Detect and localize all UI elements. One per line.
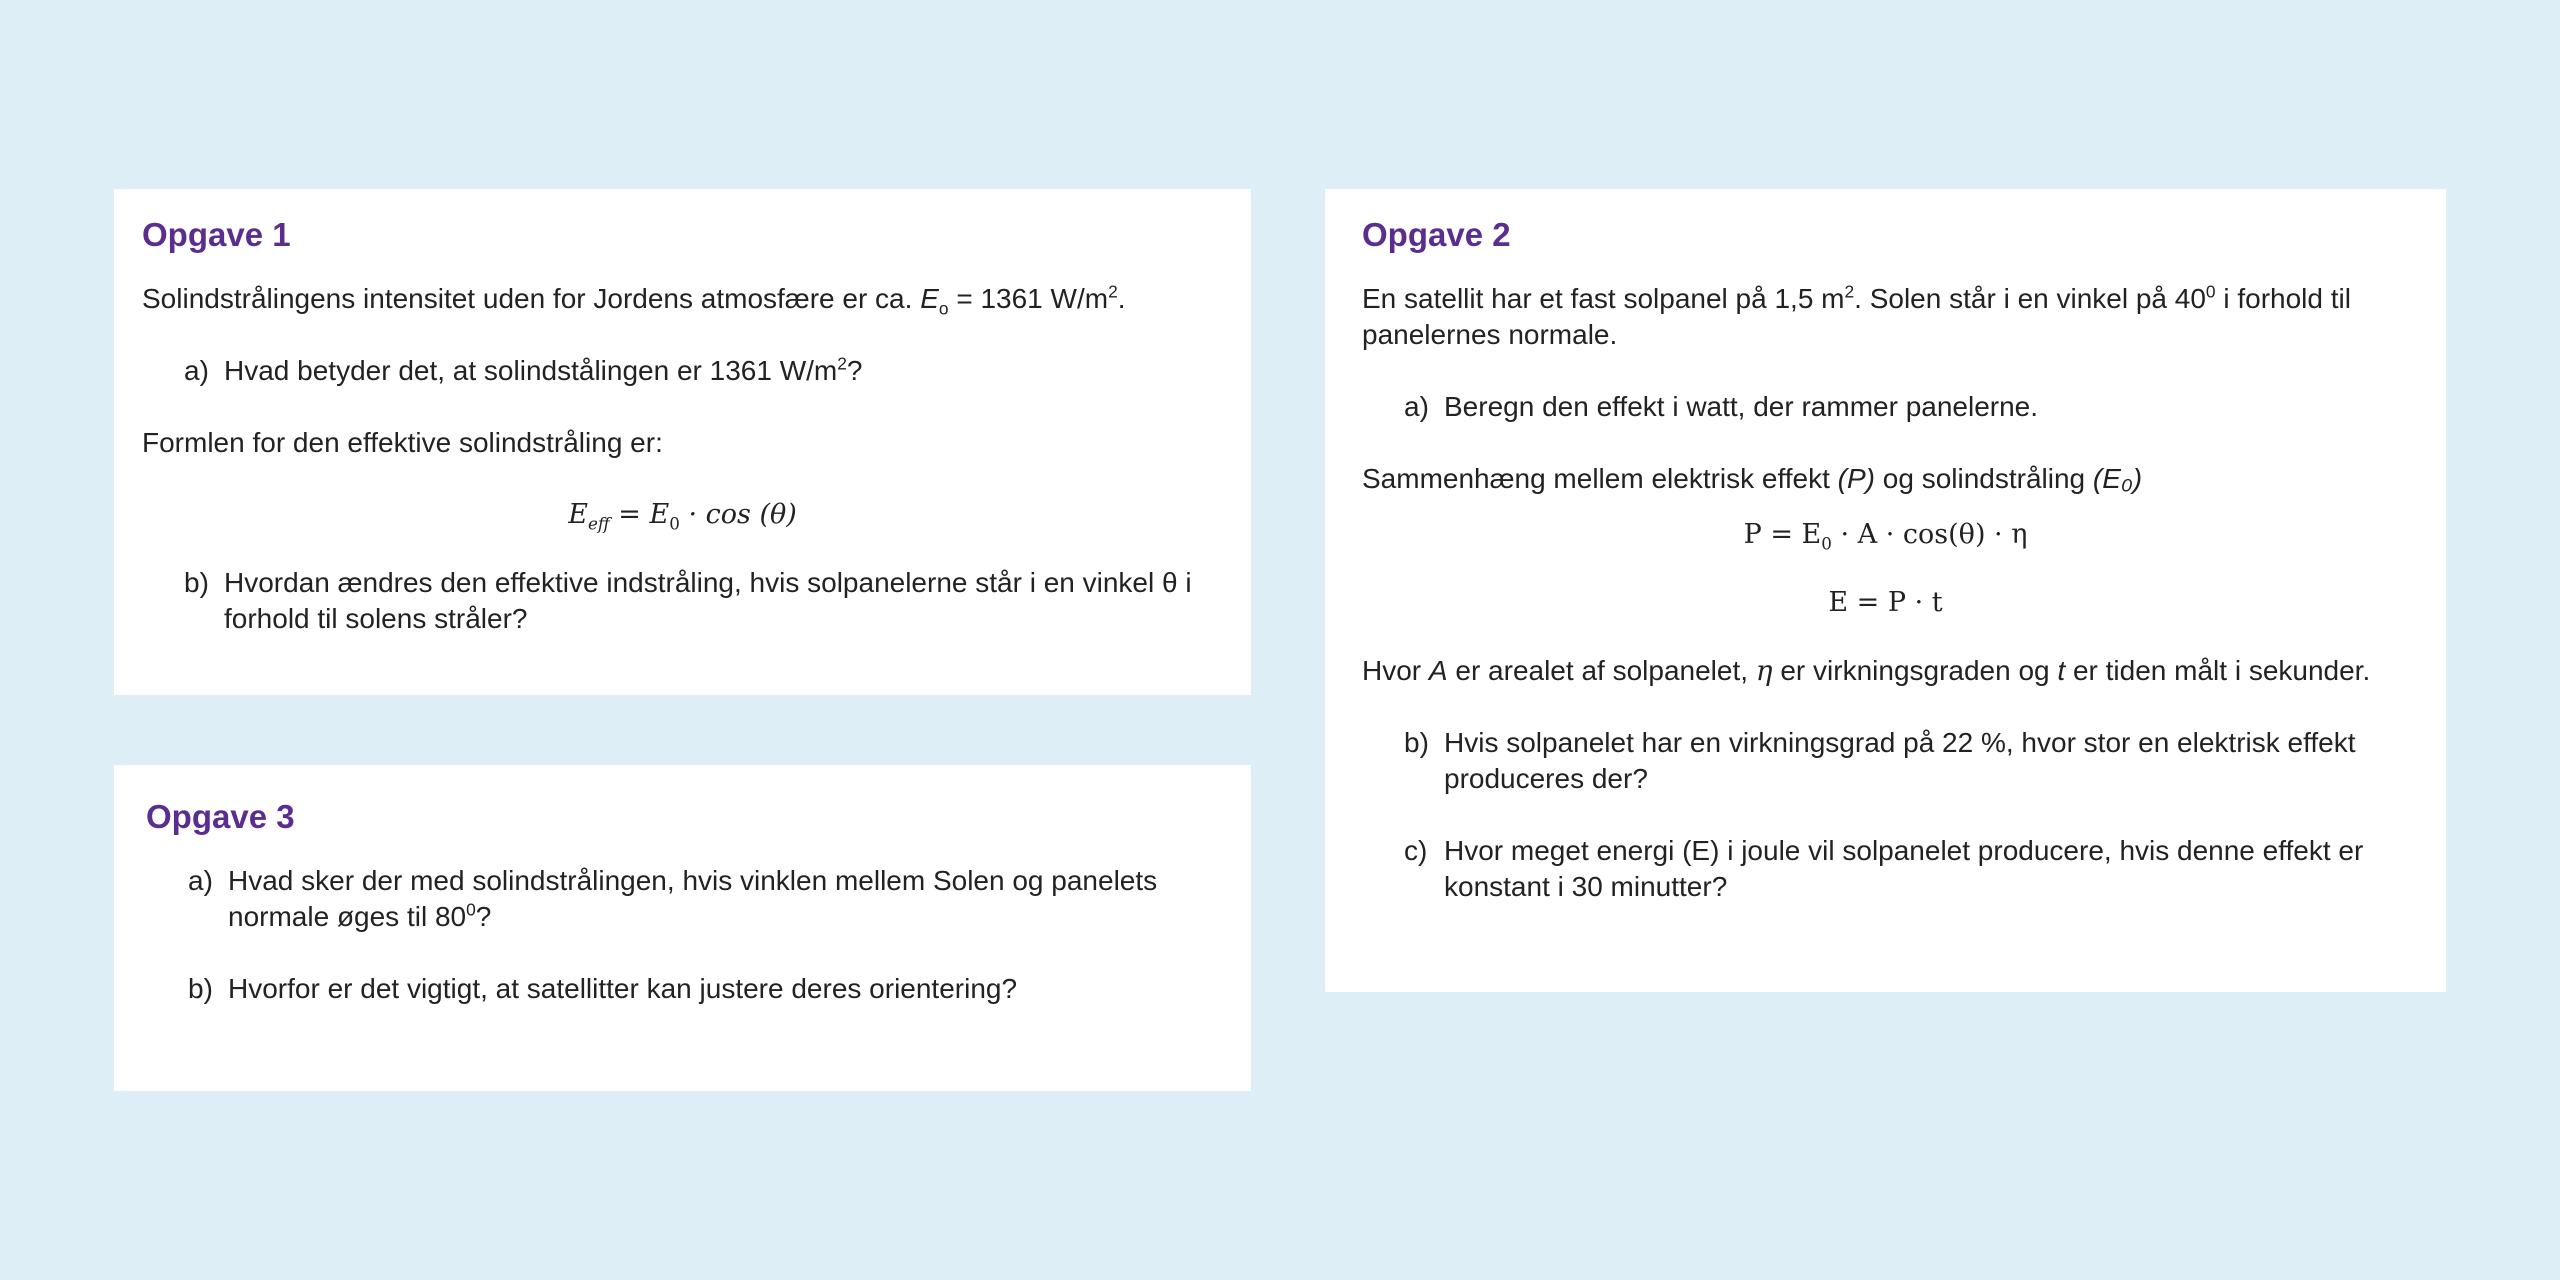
question-text: Hvor meget energi (E) i joule vil solpanelet producere, hvis denne effekt er konstant i 30 minutter? bbox=[1444, 834, 2364, 902]
definitions-text bbox=[1362, 653, 2409, 689]
opgave-2-items-a bbox=[1404, 389, 2409, 425]
question-label: b) bbox=[1404, 726, 1429, 758]
question-2b bbox=[1404, 725, 2409, 797]
relation-p: (P) bbox=[1837, 462, 1875, 494]
question-1a bbox=[184, 353, 1223, 389]
question-text-main: Hvad betyder det, at solindstålingen er 1361 W/m bbox=[224, 354, 838, 386]
opgave-2-card bbox=[1325, 189, 2446, 992]
question-text: Hvorfor er det vigtigt, at satellitter kan justere deres orientering? bbox=[228, 972, 1018, 1004]
question-2a bbox=[1404, 389, 2409, 425]
question-text: Hvis solpanelet har en virkningsgrad på 22 %, hvor stor en elektrisk effekt produceres der? bbox=[1444, 726, 2356, 794]
question-label: b) bbox=[188, 972, 213, 1004]
question-text bbox=[228, 863, 1219, 935]
power-formula-sub: 0 bbox=[1821, 532, 1832, 553]
defs-part-3: er virkningsgraden og bbox=[1772, 654, 2058, 686]
question-label: a) bbox=[188, 864, 213, 896]
formula-eq: = bbox=[609, 498, 650, 530]
question-3b bbox=[188, 971, 1219, 1007]
opgave-2-intro bbox=[1362, 281, 2409, 353]
opgave-2-title: Opgave 2 bbox=[1362, 216, 1511, 253]
question-1b bbox=[184, 565, 1223, 637]
formula-rhs-sub: 0 bbox=[669, 512, 680, 533]
opgave-3-card bbox=[114, 765, 1251, 1091]
intro-part-2: . Solen står i en vinkel på 40 bbox=[1854, 282, 2206, 314]
power-formula-rest: · A · cos(θ) · η bbox=[1831, 518, 2028, 550]
formula-rhs-symbol: E bbox=[649, 498, 670, 530]
question-2c bbox=[1404, 833, 2409, 905]
question-label: a) bbox=[184, 354, 209, 386]
opgave-3-items bbox=[188, 863, 1219, 1007]
formula-intro: Formlen for den effektive solindstråling er: bbox=[142, 426, 663, 458]
intro-exponent: 2 bbox=[1108, 281, 1118, 302]
question-text: Hvordan ændres den effektive indstråling, hvis solpanelerne står i en vinkel θ i forhold til solens stråler? bbox=[224, 566, 1192, 634]
opgave-1-items-a bbox=[184, 353, 1223, 389]
power-formula-lhs: P = E bbox=[1743, 518, 1822, 550]
formula-lhs: E bbox=[568, 498, 588, 530]
e-symbol: E bbox=[920, 282, 939, 314]
defs-part-4: er tiden målt i sekunder. bbox=[2065, 654, 2371, 686]
opgave-2-items-bc bbox=[1404, 725, 2409, 905]
question-text: Beregn den effekt i watt, der rammer panelerne. bbox=[1444, 390, 2039, 422]
intro-exponent-1: 2 bbox=[1844, 281, 1855, 302]
power-formula bbox=[1362, 517, 2409, 553]
relation-text bbox=[1362, 461, 2409, 497]
question-end: ? bbox=[846, 354, 863, 386]
question-3a bbox=[188, 863, 1219, 935]
opgave-1-title: Opgave 1 bbox=[142, 216, 291, 253]
opgave-1-items-b bbox=[184, 565, 1223, 637]
effective-radiation-formula bbox=[142, 497, 1223, 533]
intro-part-3: i forhold til panelernes normale. bbox=[1362, 282, 2351, 350]
intro-end: . bbox=[1117, 282, 1126, 314]
opgave-3-title: Opgave 3 bbox=[146, 798, 295, 835]
intro-value: = 1361 W/m bbox=[956, 282, 1109, 314]
question-label: c) bbox=[1404, 834, 1428, 866]
opgave-1-intro bbox=[142, 281, 1223, 317]
question-exponent: 0 bbox=[466, 899, 476, 920]
intro-text: Solindstrålingens intensitet uden for Jordens atmosfære er ca. bbox=[142, 282, 913, 314]
e-symbol-sub: o bbox=[938, 298, 949, 319]
defs-t: t bbox=[2057, 654, 2066, 686]
question-text-main: Hvad sker der med solindstrålingen, hvis vinklen mellem Solen og panelets normale øges til 80 bbox=[228, 864, 1158, 932]
question-end: ? bbox=[475, 900, 492, 932]
defs-part-2: er arealet af solpanelet, bbox=[1447, 654, 1756, 686]
intro-exponent-2: 0 bbox=[2205, 281, 2216, 302]
relation-part-2: og solindstråling bbox=[1875, 462, 2093, 494]
formula-rest: · cos (θ) bbox=[679, 498, 797, 530]
opgave-1-card bbox=[114, 189, 1251, 695]
relation-e0: (E₀) bbox=[2092, 462, 2143, 494]
defs-part-1: Hvor bbox=[1362, 654, 1429, 686]
defs-a: A bbox=[1428, 654, 1448, 686]
energy-formula: E = P · t bbox=[1828, 586, 1943, 618]
question-label: a) bbox=[1404, 390, 1429, 422]
question-label: b) bbox=[184, 566, 209, 598]
defs-eta: η bbox=[1755, 653, 1773, 687]
relation-part-1: Sammenhæng mellem elektrisk effekt bbox=[1362, 462, 1838, 494]
intro-part-1: En satellit har et fast solpanel på 1,5 m bbox=[1362, 282, 1845, 314]
question-exponent: 2 bbox=[837, 353, 847, 374]
question-text bbox=[224, 353, 1223, 389]
formula-lhs-sub: eff bbox=[587, 512, 610, 533]
